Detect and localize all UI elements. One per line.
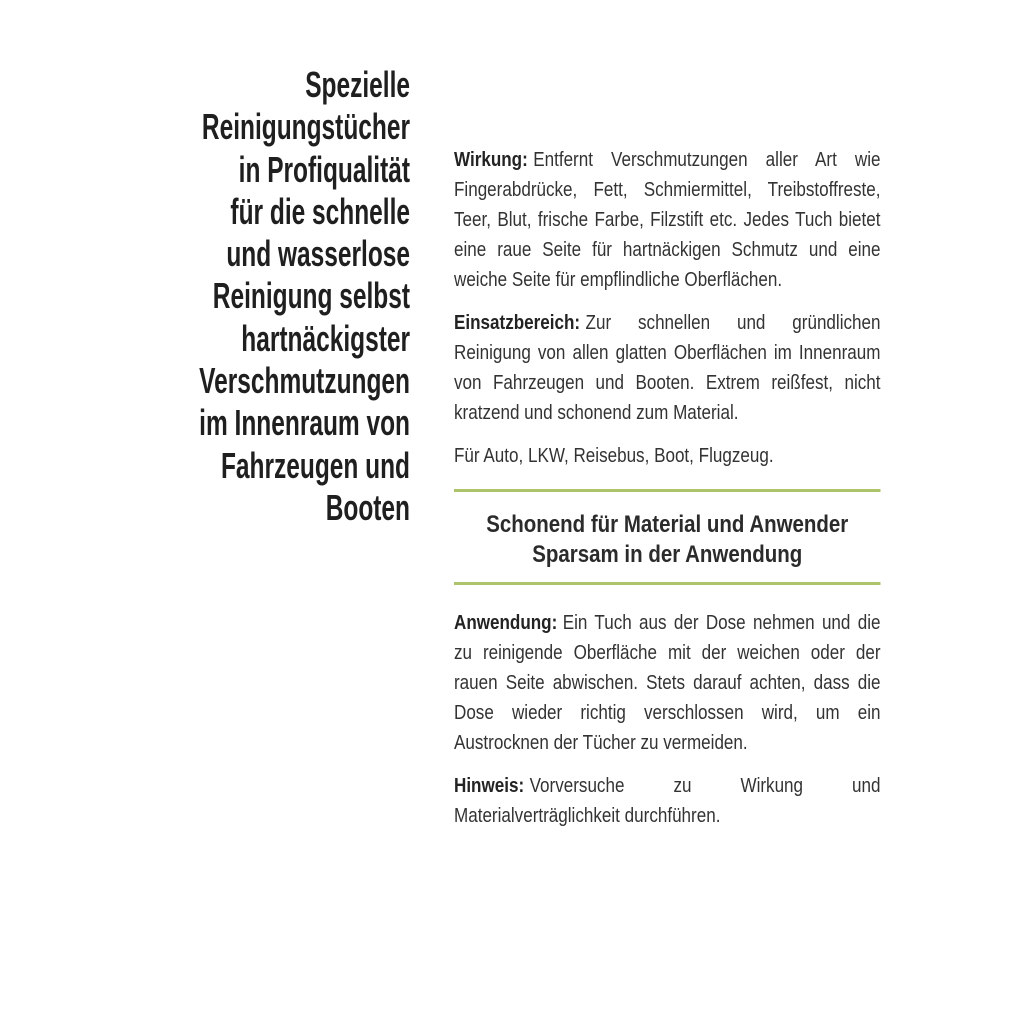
headline-line: Spezielle — [305, 64, 410, 105]
highlight-line-2: Sparsam in der Anwendung — [532, 541, 803, 568]
hinweis-label: Hinweis: — [454, 775, 525, 797]
headline-line: und wasserlose — [226, 233, 410, 275]
hinweis-paragraph — [454, 771, 881, 831]
headline-line: Booten — [325, 486, 410, 528]
product-headline — [29, 64, 410, 529]
headline-line: für die schnelle — [230, 190, 410, 232]
headline-line: in Profiqualität — [238, 148, 410, 190]
highlight-line-1: Schonend für Material und Anwender — [486, 511, 849, 538]
anwendung-paragraph — [454, 608, 881, 758]
wirkung-text: Entfernt Verschmutzungen aller Art wie Fingerabdrücke, Fett, Schmiermittel, Treibstoffreste, Teer, Blut, frische Farbe, Filzstift etc. Jedes Tuch bietet eine raue Seite für hartnäckigen Schmutz und eine weiche Seite für empflindliche Oberflächen. — [454, 149, 881, 291]
divider-bottom — [454, 582, 881, 585]
headline-line: Reinigung selbst — [212, 275, 410, 317]
vehicles-line: Für Auto, LKW, Reisebus, Boot, Flugzeug. — [454, 445, 774, 467]
headline-line: Reinigungstücher — [201, 106, 410, 148]
product-details — [454, 145, 881, 831]
highlight-block — [454, 510, 881, 570]
headline-line: hartnäckigster — [241, 317, 410, 359]
divider-top — [454, 489, 881, 492]
anwendung-text: Ein Tuch aus der Dose nehmen und die zu reinigende Oberfläche mit der weichen oder der rauen Seite abwischen. Stets darauf achten, dass die Dose wieder richtig verschlossen wird, um ein Austrocknen der Tücher zu vermeiden. — [454, 612, 881, 754]
hinweis-text: Vorversuche zu Wirkung und Materialverträglichkeit durchführen. — [454, 775, 881, 827]
wirkung-paragraph — [454, 145, 881, 295]
headline-line: Fahrzeugen und — [220, 444, 410, 486]
headline-line: Verschmutzungen — [199, 360, 410, 402]
anwendung-label: Anwendung: — [454, 612, 558, 634]
einsatzbereich-text: Zur schnellen und gründlichen Reinigung von allen glatten Oberflächen im Innenraum von Fahrzeugen und Booten. Extrem reißfest, nicht kratzend und schonend zum Material. — [454, 312, 881, 424]
einsatzbereich-label: Einsatzbereich: — [454, 312, 581, 334]
einsatzbereich-paragraph — [454, 308, 881, 428]
headline-line: im Innenraum von — [199, 402, 410, 444]
wirkung-label: Wirkung: — [454, 149, 528, 171]
